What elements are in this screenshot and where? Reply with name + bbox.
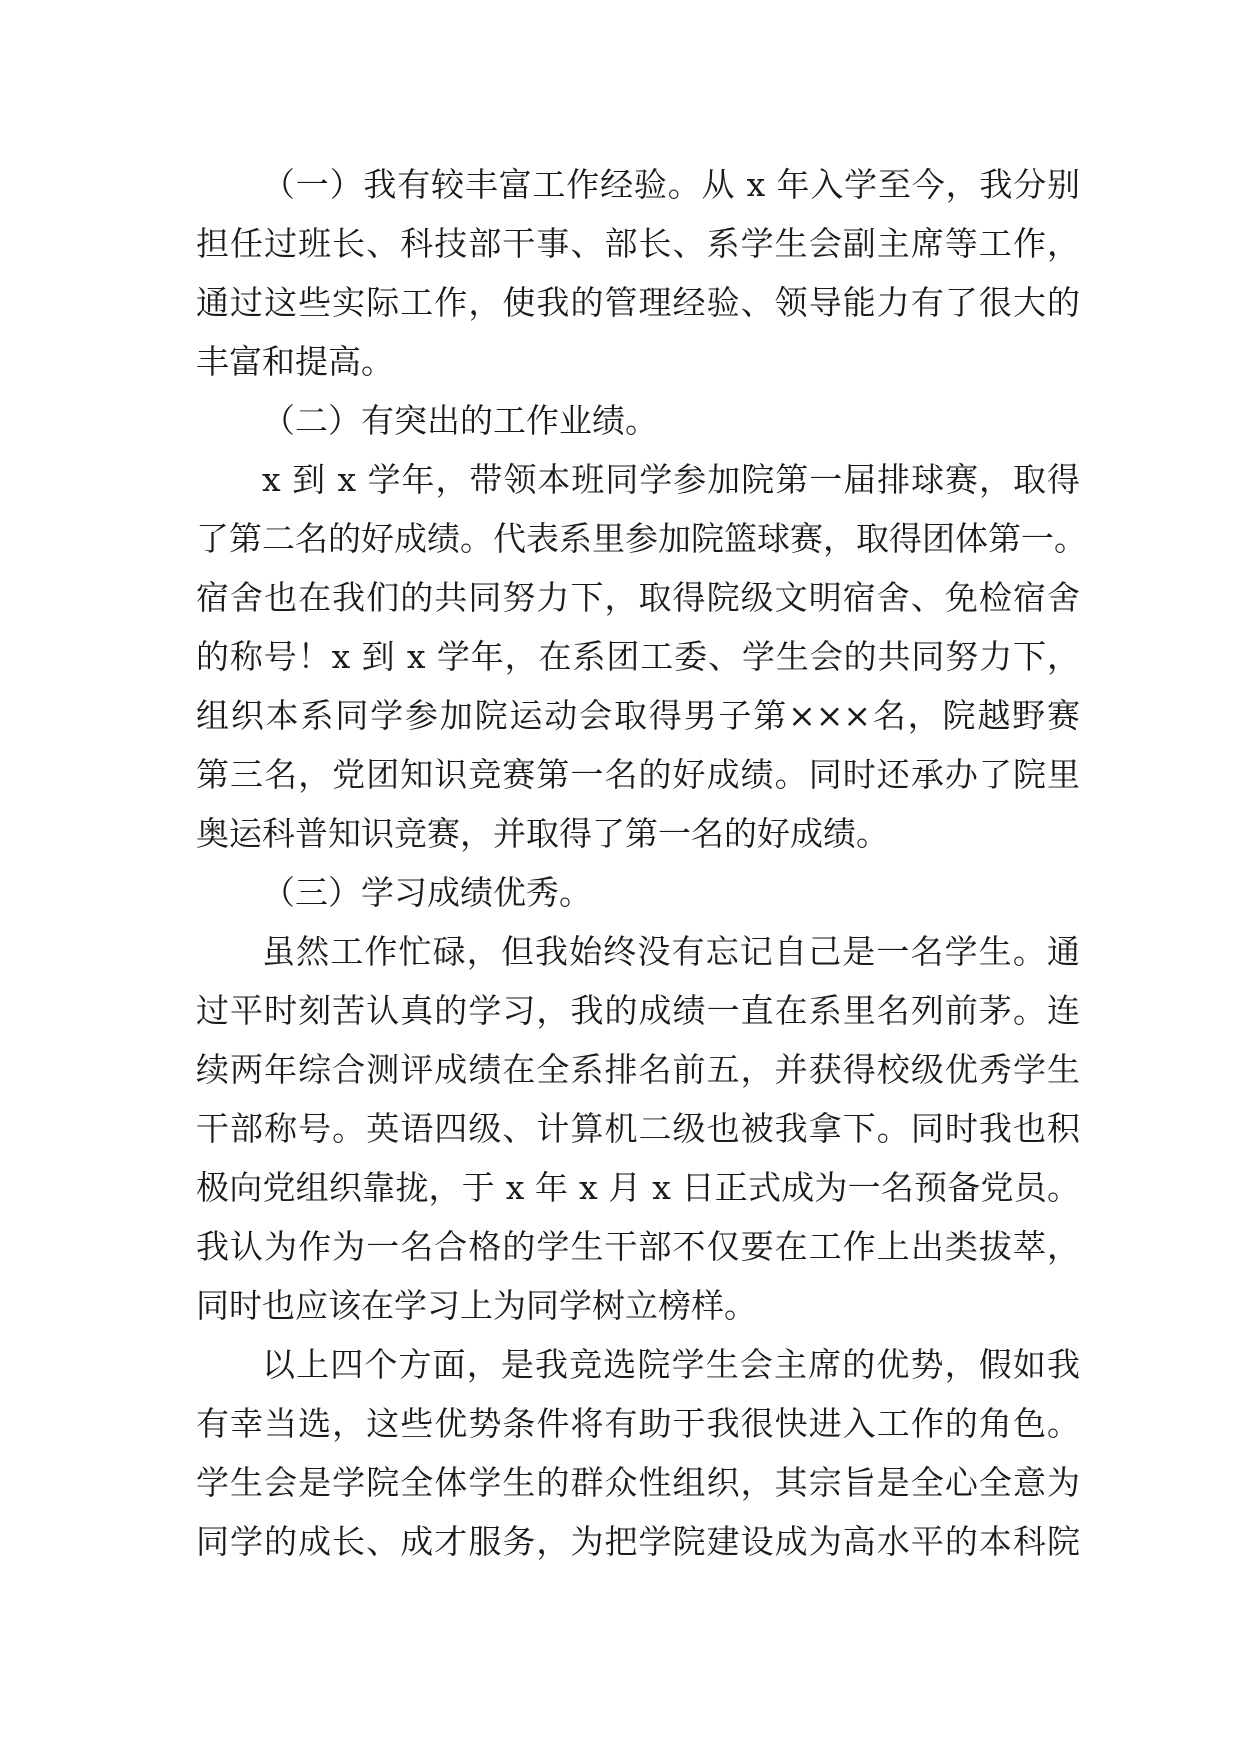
text-line: 宿舍也在我们的共同努力下，取得院级文明宿舍、免检宿舍 xyxy=(196,578,1080,617)
text-line: 同时也应该在学习上为同学树立榜样。 xyxy=(196,1286,757,1325)
text-line: 的称号！x 到 x 学年，在系团工委、学生会的共同努力下， xyxy=(196,637,1080,676)
text-line: 干部称号。英语四级、计算机二级也被我拿下。同时我也积 xyxy=(196,1109,1080,1148)
text-line: x 到 x 学年，带领本班同学参加院第一届排球赛，取得 xyxy=(262,460,1080,499)
text-line: 丰富和提高。 xyxy=(196,342,394,381)
text-line: 有幸当选，这些优势条件将有助于我很快进入工作的角色。 xyxy=(196,1404,1080,1443)
text-line: 第三名，党团知识竞赛第一名的好成绩。同时还承办了院里 xyxy=(196,755,1080,794)
text-line: 极向党组织靠拢，于 x 年 x 月 x 日正式成为一名预备党员。 xyxy=(196,1168,1080,1207)
text-line: 我认为作为一名合格的学生干部不仅要在工作上出类拔萃， xyxy=(196,1227,1080,1266)
text-line: 奥运科普知识竞赛，并取得了第一名的好成绩。 xyxy=(196,814,889,853)
text-line: （一）我有较丰富工作经验。从 x 年入学至今，我分别 xyxy=(262,165,1080,204)
text-line: 学生会是学院全体学生的群众性组织，其宗旨是全心全意为 xyxy=(196,1463,1080,1502)
text-line: 虽然工作忙碌，但我始终没有忘记自己是一名学生。通 xyxy=(262,932,1080,971)
text-line: 通过这些实际工作，使我的管理经验、领导能力有了很大的 xyxy=(196,283,1080,322)
text-line: 了第二名的好成绩。代表系里参加院篮球赛，取得团体第一。 xyxy=(196,519,1087,558)
text-line: 担任过班长、科技部干事、部长、系学生会副主席等工作， xyxy=(196,224,1080,263)
text-line: 组织本系同学参加院运动会取得男子第×××名，院越野赛 xyxy=(196,696,1080,735)
text-line: 续两年综合测评成绩在全系排名前五，并获得校级优秀学生 xyxy=(196,1050,1080,1089)
section-heading: （三）学习成绩优秀。 xyxy=(262,873,592,912)
document-body xyxy=(196,155,1087,1571)
text-line: 同学的成长、成才服务，为把学院建设成为高水平的本科院 xyxy=(196,1522,1080,1561)
text-line: 以上四个方面，是我竞选院学生会主席的优势，假如我 xyxy=(262,1345,1080,1384)
text-line: 过平时刻苦认真的学习，我的成绩一直在系里名列前茅。连 xyxy=(196,991,1080,1030)
section-heading: （二）有突出的工作业绩。 xyxy=(262,401,658,440)
